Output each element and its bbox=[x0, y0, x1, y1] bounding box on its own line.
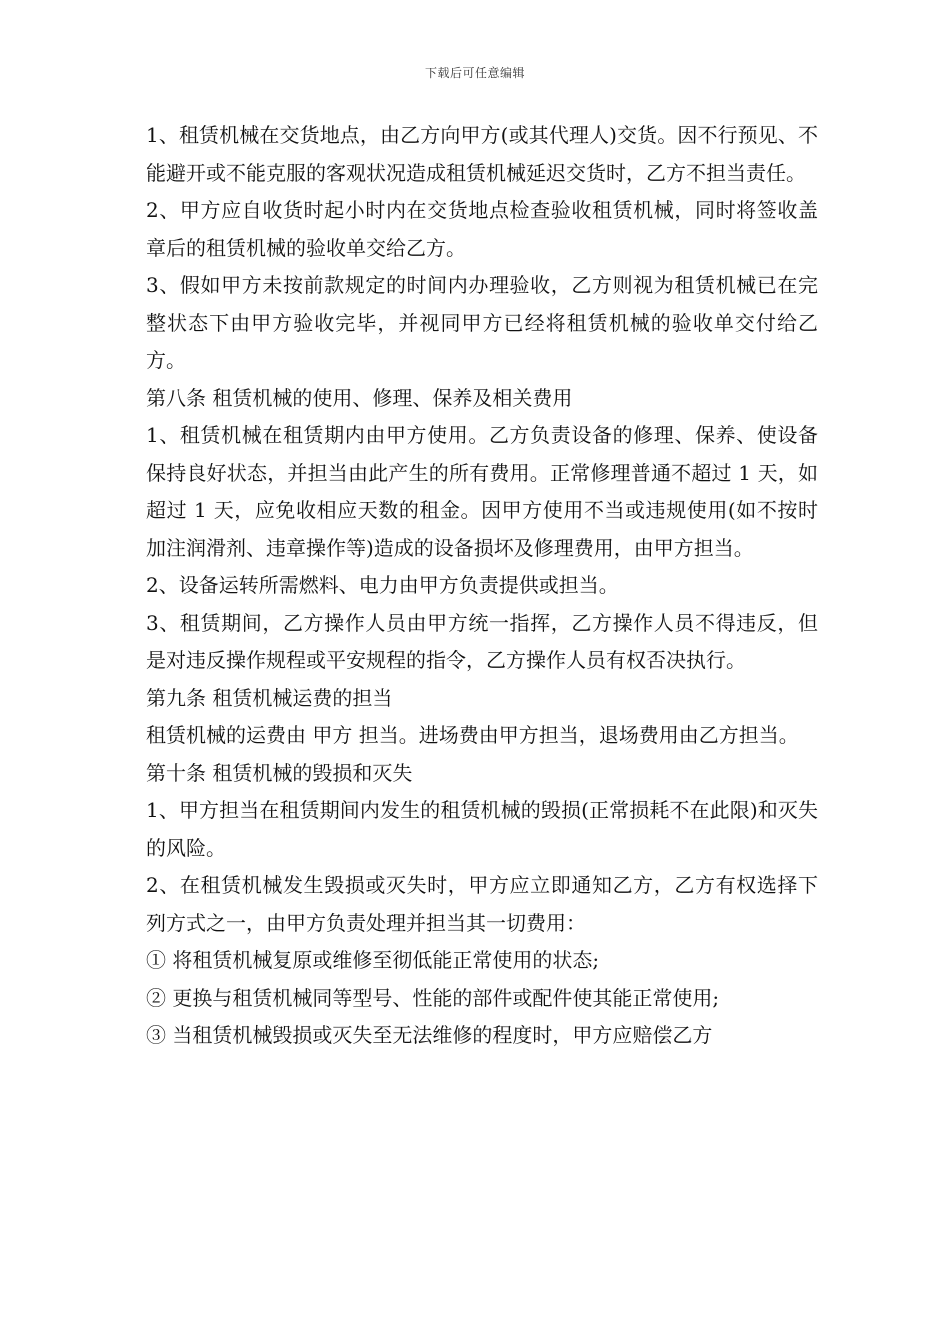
clause-paragraph: 1、甲方担当在租赁期间内发生的租赁机械的毁损(正常损耗不在此限)和灭失的风险。 bbox=[146, 798, 818, 860]
clause-paragraph: 2、在租赁机械发生毁损或灭失时，甲方应立即通知乙方，乙方有权选择下列方式之一，由甲方负责处理并担当其一切费用： bbox=[146, 873, 818, 935]
section-heading: 第九条 租赁机械运费的担当 bbox=[146, 685, 393, 710]
document-body bbox=[146, 117, 818, 1055]
clause-paragraph: 3、假如甲方未按前款规定的时间内办理验收，乙方则视为租赁机械已在完整状态下由甲方验收完毕，并视同甲方已经将租赁机械的验收单交付给乙方。 bbox=[146, 273, 818, 372]
clause-paragraph: 1、租赁机械在交货地点，由乙方向甲方(或其代理人)交货。因不行预见、不能避开或不能克服的客观状况造成租赁机械延迟交货时，乙方不担当责任。 bbox=[146, 123, 818, 185]
list-item: ① 将租赁机械复原或维修至彻低能正常使用的状态; bbox=[146, 948, 600, 972]
clause-paragraph: 3、租赁期间，乙方操作人员由甲方统一指挥，乙方操作人员不得违反，但是对违反操作规程或平安规程的指令，乙方操作人员有权否决执行。 bbox=[146, 610, 818, 672]
clause-paragraph: 租赁机械的运费由 甲方 担当。进场费由甲方担当，退场费用由乙方担当。 bbox=[146, 723, 799, 747]
section-heading: 第八条 租赁机械的使用、修理、保养及相关费用 bbox=[146, 385, 573, 410]
clause-paragraph: 2、设备运转所需燃料、电力由甲方负责提供或担当。 bbox=[146, 573, 619, 597]
page-header-note: 下载后可任意编辑 bbox=[424, 66, 525, 80]
clause-paragraph: 2、甲方应自收货时起小时内在交货地点检查验收租赁机械，同时将签收盖章后的租赁机械的验收单交给乙方。 bbox=[146, 198, 818, 260]
list-item: ② 更换与租赁机械同等型号、性能的部件或配件使其能正常使用; bbox=[146, 985, 720, 1010]
clause-paragraph: 1、租赁机械在租赁期内由甲方使用。乙方负责设备的修理、保养、使设备保持良好状态，并担当由此产生的所有费用。正常修理普通不超过 1 天，如超过 1 天，应免收相应天数的租金。因甲方使用不当或违规使用(如不按时加注润滑剂、违章操作等)造成的设备损坏及修理费用，由甲方担当。 bbox=[146, 423, 818, 560]
list-item: ③ 当租赁机械毁损或灭失至无法维修的程度时，甲方应赔偿乙方 bbox=[146, 1023, 713, 1047]
section-heading: 第十条 租赁机械的毁损和灭失 bbox=[146, 760, 413, 785]
